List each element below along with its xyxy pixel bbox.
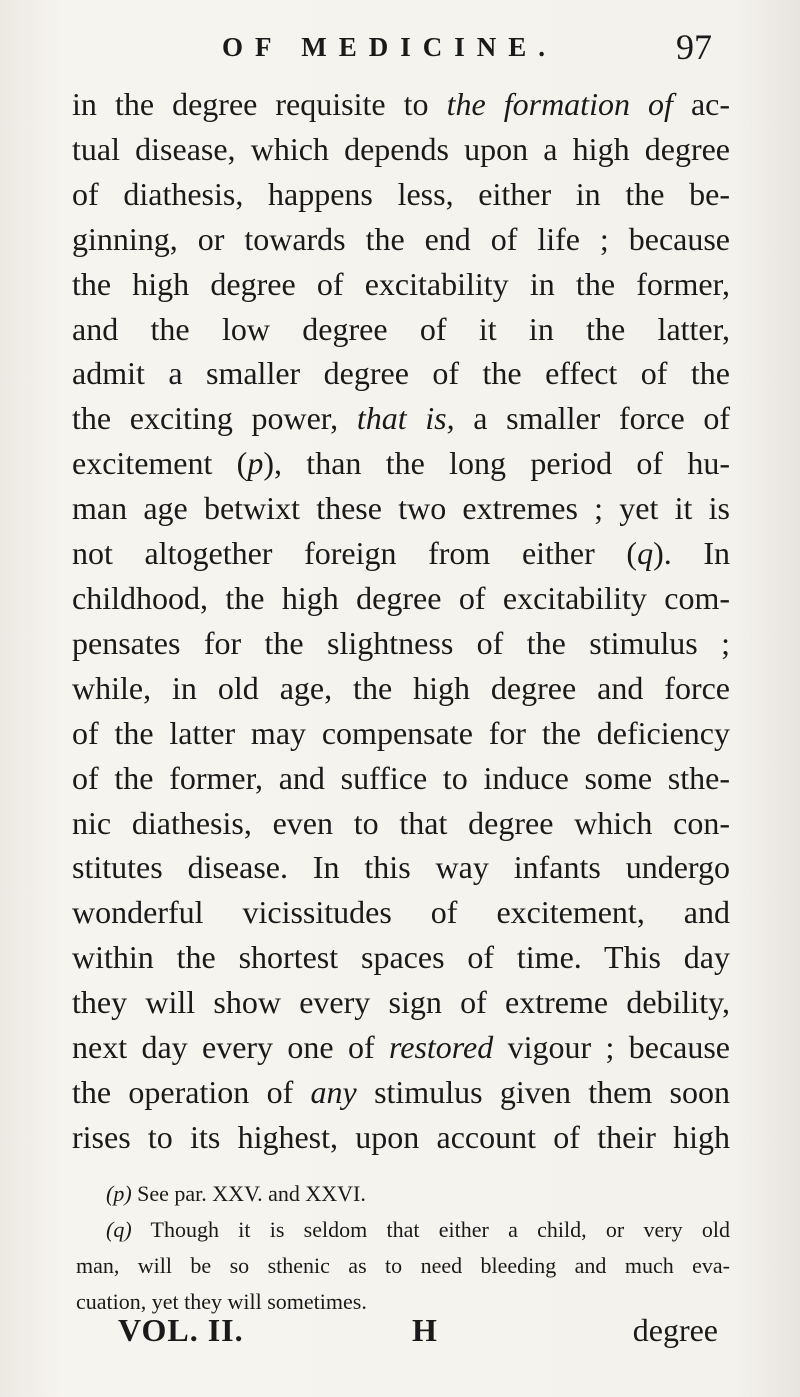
page-number: 97 bbox=[676, 27, 712, 67]
text-segment: stimulus given them soon bbox=[356, 1073, 731, 1110]
text-line bbox=[72, 980, 730, 1025]
signature-mark: H bbox=[412, 1312, 437, 1348]
text-line bbox=[72, 666, 730, 711]
text-line bbox=[72, 217, 730, 262]
text-line bbox=[72, 441, 730, 486]
text-segment: vigour ; because bbox=[493, 1029, 731, 1066]
text-segment: ac- bbox=[672, 86, 731, 122]
text-segment: rises to its highest, upon account of their high bbox=[72, 1118, 730, 1155]
body-text bbox=[72, 82, 730, 1160]
footnotes bbox=[76, 1176, 730, 1320]
text-segment: pensates for the slightness of the stimulus ; bbox=[72, 624, 730, 661]
text-line bbox=[72, 127, 730, 172]
text-segment: tual disease, which depends upon a high degree bbox=[72, 130, 730, 167]
volume-label: VOL. II. bbox=[118, 1312, 244, 1348]
text-segment: a smaller force of bbox=[454, 400, 730, 437]
text-line bbox=[72, 1025, 730, 1070]
signature-line bbox=[0, 1312, 800, 1362]
footnote-mark: (p) bbox=[106, 1181, 132, 1206]
text-segment: ). In bbox=[653, 535, 730, 572]
running-head-title: OF MEDICINE. bbox=[222, 32, 558, 62]
catchword: degree bbox=[632, 1312, 718, 1348]
text-line bbox=[72, 262, 730, 307]
text-segment: wonderful vicissitudes of excitement, and bbox=[72, 894, 730, 931]
italic-text: p bbox=[247, 445, 264, 482]
italic-text: restored bbox=[388, 1029, 494, 1066]
text-segment: man age betwixt these two extremes ; yet it is bbox=[72, 490, 730, 527]
footnote-text: Though it is seldom that either a child, or very old bbox=[150, 1217, 730, 1242]
text-segment: of diathesis, happens less, either in the be- bbox=[72, 175, 730, 212]
text-line bbox=[72, 351, 730, 396]
text-segment: the exciting power, bbox=[72, 400, 357, 437]
text-line bbox=[72, 486, 730, 531]
footnote-text: cuation, yet they will sometimes. bbox=[76, 1289, 367, 1314]
footnote-line bbox=[76, 1212, 730, 1248]
text-segment: within the shortest spaces of time. This day bbox=[72, 939, 730, 976]
text-line bbox=[72, 531, 730, 576]
italic-text: q bbox=[637, 535, 654, 572]
text-line bbox=[72, 621, 730, 666]
footnote-line bbox=[76, 1176, 730, 1212]
text-segment: the operation of bbox=[72, 1073, 311, 1110]
text-line bbox=[72, 711, 730, 756]
text-segment: while, in old age, the high degree and force bbox=[72, 669, 730, 706]
text-line bbox=[72, 801, 730, 846]
text-line bbox=[72, 845, 730, 890]
text-line bbox=[72, 82, 730, 127]
text-segment: stitutes disease. In this way infants undergo bbox=[72, 849, 730, 886]
text-line bbox=[72, 396, 730, 441]
footnote-text: man, will be so sthenic as to need bleeding and much eva- bbox=[76, 1253, 730, 1278]
italic-text: that is, bbox=[356, 400, 455, 437]
text-line bbox=[72, 307, 730, 352]
text-segment: in the degree requisite to bbox=[72, 86, 447, 122]
text-segment: they will show every sign of extreme debility, bbox=[72, 984, 730, 1021]
text-segment: admit a smaller degree of the effect of the bbox=[72, 355, 730, 392]
text-line bbox=[72, 756, 730, 801]
footnote-mark: (q) bbox=[106, 1217, 132, 1242]
text-segment: childhood, the high degree of excitability com- bbox=[72, 579, 730, 616]
text-segment: next day every one of bbox=[72, 1029, 389, 1066]
text-segment: of the latter may compensate for the deficiency bbox=[72, 714, 730, 751]
footnote-text: See par. XXV. and XXVI. bbox=[137, 1181, 366, 1206]
text-segment: and the low degree of it in the latter, bbox=[72, 310, 730, 347]
text-line bbox=[72, 1115, 730, 1160]
text-segment: ginning, or towards the end of life ; because bbox=[72, 220, 730, 257]
text-line bbox=[72, 890, 730, 935]
text-line bbox=[72, 1070, 730, 1115]
text-segment: the high degree of excitability in the former, bbox=[72, 265, 730, 302]
text-segment: of the former, and suffice to induce some sthe- bbox=[72, 759, 730, 796]
text-segment: nic diathesis, even to that degree which con- bbox=[72, 804, 730, 841]
italic-text: the formation of bbox=[446, 86, 673, 122]
footnote-line bbox=[76, 1248, 730, 1284]
italic-text: any bbox=[310, 1073, 357, 1110]
text-segment: not altogether foreign from either ( bbox=[72, 535, 638, 572]
text-segment: ), than the long period of hu- bbox=[263, 445, 731, 482]
text-line bbox=[72, 576, 730, 621]
text-segment: excitement ( bbox=[72, 445, 248, 482]
running-head bbox=[0, 28, 800, 78]
text-line bbox=[72, 172, 730, 217]
text-line bbox=[72, 935, 730, 980]
